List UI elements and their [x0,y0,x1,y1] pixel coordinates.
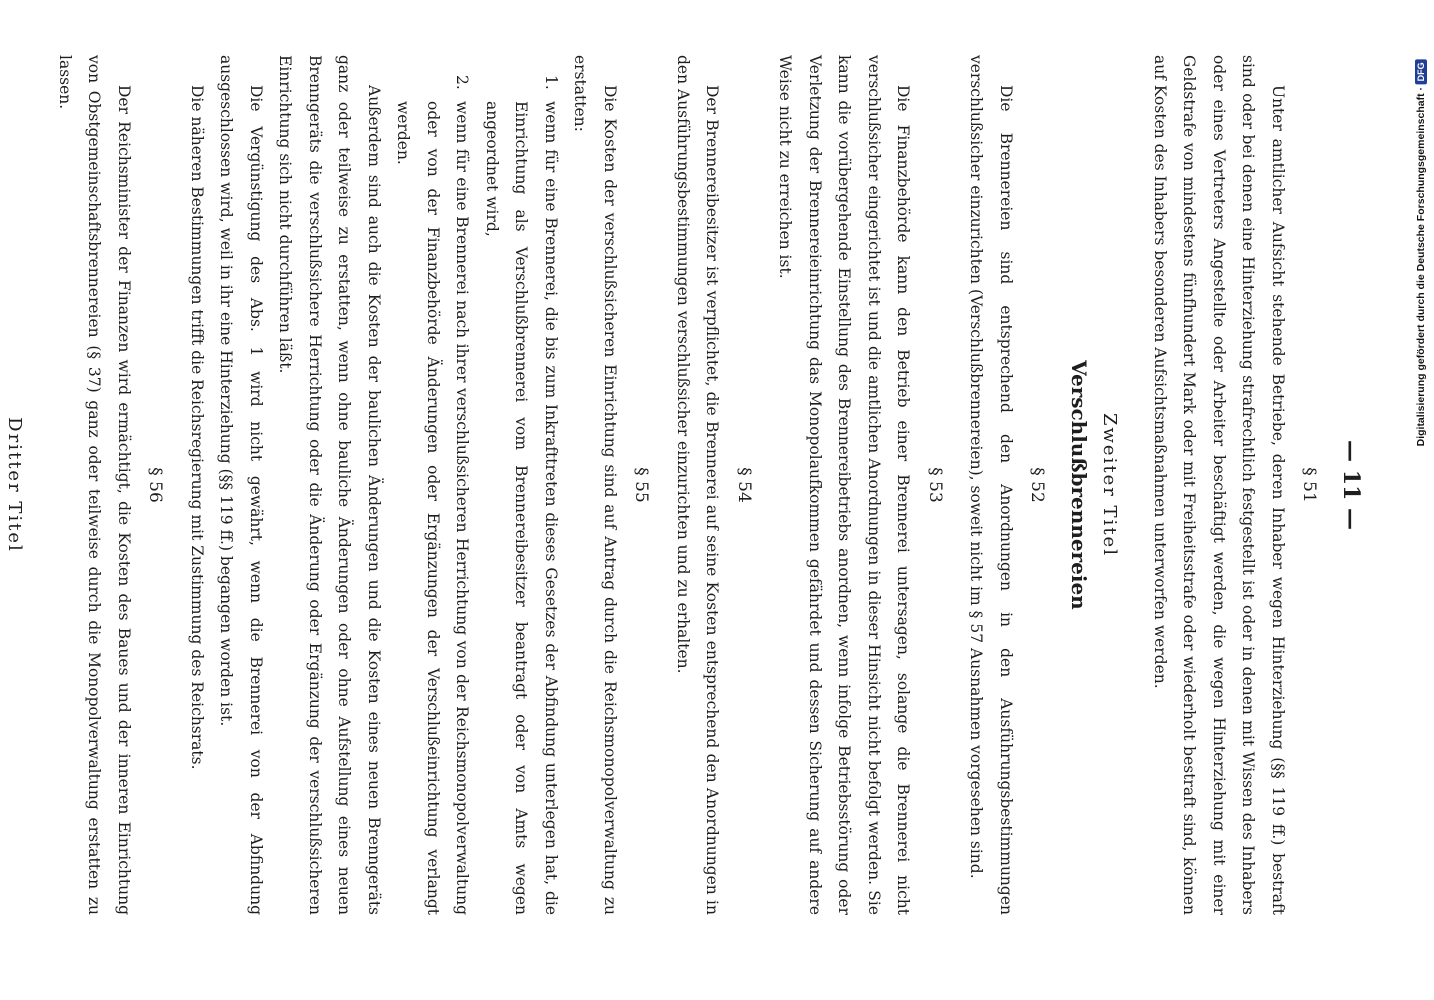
title-3-label: Dritter Titel [4,417,26,553]
dfg-logo: DFG [1415,59,1427,84]
section-55-paragraph-3: Die Vergünstigung des Abs. 1 wird nicht gewährt, wenn die Brennerei von der Abfindung ausgeschlossen wird, weil in ihr eine Hinterziehung (§§ 119 ff.) begangen worden ist. [217,55,265,915]
section-54-text: Der Brennereibesitzer ist verpflichtet, die Brennerei auf seine Kosten entsprechend den Anordnungen in den Ausführungsbestimmungen verschlußsicher einzurichten und zu erhalten. [674,55,722,915]
document-page [4,45,1365,925]
section-56-heading: § 56 [145,467,166,503]
item-number: 2. [453,75,472,90]
section-55-paragraph-2: Außerdem sind auch die Kosten der baulichen Änderungen und die Kosten eines neuen Brenngeräts ganz oder teilweise zu erstatten, wenn ohne bauliche Änderungen oder ohne Aufstellung eines neuen Brenngeräts die verschlußsichere Herrichtung oder die Änderung oder Ergänzung der verschlußsicheren Einrichtung sich nicht durchführen läßt. [276,55,383,915]
section-53-heading: § 53 [925,467,945,503]
section-52-text: Die Brennereien sind entsprechend den Anordnungen in den Ausführungsbestimmungen verschlußsicher einzurichten (Verschlußbrennereien), soweit nicht im § 57 Ausnahmen vorgesehen sind. [967,55,1015,915]
item-text: wenn für eine Brennerei, die bis zum Inkrafttreten dieses Gesetzes der Abfindung unterlegen hat, die Einrichtung als Verschlußbrennerei vom Brennereibesitzer beantragt oder von Amts wegen angeordnet wird, [483,101,560,915]
page-number: — 11 — [1338,440,1364,530]
title-2-name: Verschlußbrennereien [1067,360,1091,610]
section-54-heading: § 54 [734,467,754,503]
attribution-text-block [1415,59,1427,446]
section-55-item [388,75,477,915]
section-51-heading: § 51 [1299,467,1320,503]
section-55-paragraph-4: Die näheren Bestimmungen trifft die Reichsregierung mit Zustimmung des Reichsrats. [188,85,206,770]
attribution-strip [1410,6,1432,446]
section-55-intro: Die Kosten der verschlußsicheren Einrichtung sind auf Antrag durch die Reichsmonopolverwaltung zu erstatten: [571,55,619,915]
section-52-heading: § 52 [1027,467,1048,503]
attribution-text: Digitalisierung gefördert durch die Deutsche Forschungsgemeinschaft · [1415,86,1427,446]
item-number: 1. [542,75,560,90]
section-55-heading: § 55 [631,467,652,503]
section-55-item [477,75,566,915]
section-53-text: Die Finanzbehörde kann den Betrieb einer Brennerei untersagen, solange die Brennerei nicht verschlußsicher eingerichtet ist und die amtlichen Anordnungen in dieser Hinsicht nicht befolgt werden. Sie kann die vorübergehende Einstellung des Brennereibetriebs anordnen, wenn infolge Betriebsstörung oder Verletzung der Brennereieinrichtung das Monopolaufkommen gefährdet und dessen Sicherung auf andere Weise nicht zu erreichen ist. [776,55,913,915]
title-2-label: Zweiter Titel [1099,413,1121,557]
section-51-text: Unter amtlicher Aufsicht stehende Betriebe, deren Inhaber wegen Hinterziehung (§§ 119 ff.) bestraft sind oder bei denen eine Hinterziehung strafrechtlich festgestellt ist oder in denen mit Wissen des Inhabers oder eines Vertreters Angestellte oder Arbeiter beschäftigt werden, die wegen Hinterziehung mit einer Geldstrafe von mindestens fünfhundert Mark oder mit Freiheitsstrafe oder wiederholt bestraft sind, können auf Kosten des Inhabers besonderen Aufsichtsmaßnahmen unterworfen werden. [1151,55,1287,915]
item-text: wenn für eine Brennerei nach ihrer verschlußsicheren Herrichtung von der Reichsmonopolverwaltung oder von der Finanzbehörde Änderungen oder Ergänzungen der Verschlußeinrichtung verlangt werden. [394,101,472,915]
section-56-text: Der Reichsminister der Finanzen wird ermächtigt, die Kosten des Baues und der inneren Einrichtung von Obstgemeinschaftsbrennereien (§ 37) ganz oder teilweise durch die Monopolverwaltung erstatten zu lassen. [56,55,133,915]
